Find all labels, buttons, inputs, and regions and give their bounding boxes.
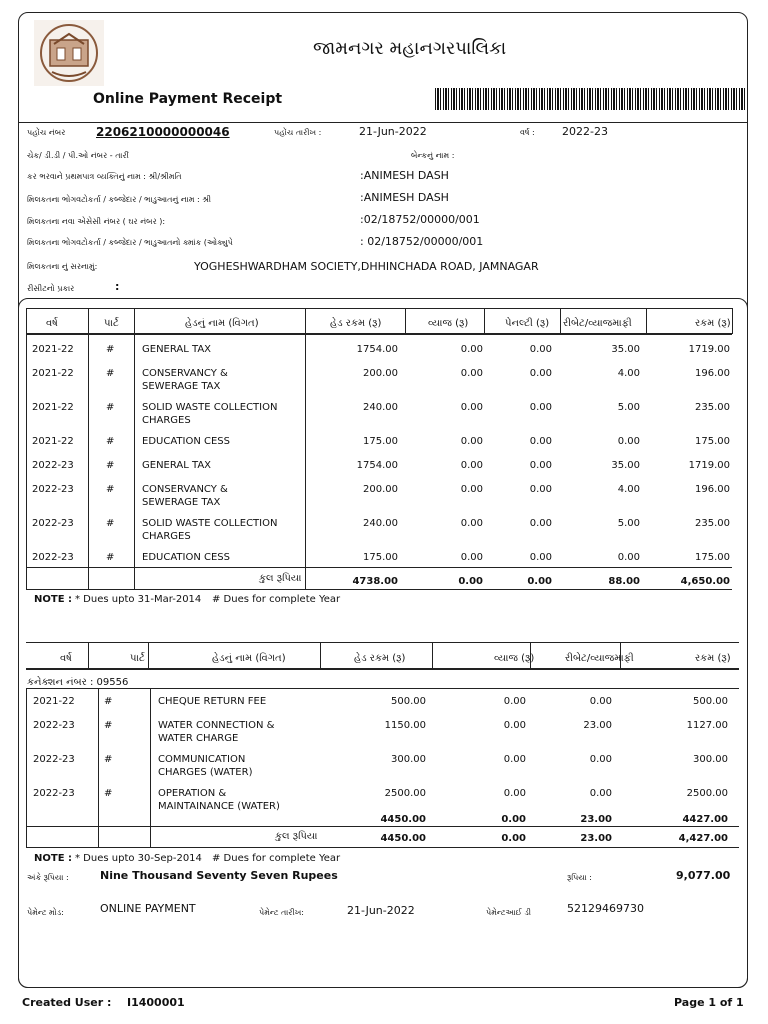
t1-cell-interest: 0.00 <box>460 402 483 413</box>
t2-cell-part: # <box>104 788 113 799</box>
t1-cell-interest: 0.00 <box>460 344 483 355</box>
t1-cell-interest: 0.00 <box>460 436 483 447</box>
t1-cell-net: 196.00 <box>695 368 730 379</box>
t1-cell-rebate: 35.00 <box>611 460 640 471</box>
t1-cell-head: SOLID WASTE COLLECTION <box>142 518 278 529</box>
t2-cell-amount: 1150.00 <box>384 720 426 731</box>
t1-note2: # Dues for complete Year <box>212 594 341 605</box>
t1-cell-part: # <box>106 344 115 355</box>
occupier-no: : 02/18752/00000/001 <box>360 235 484 248</box>
t2-vline <box>148 642 149 668</box>
t2-cell-amount: 500.00 <box>391 696 426 707</box>
t2-cell-interest: 0.00 <box>503 720 526 731</box>
payment-mode-label: પેમેન્ટ મોડ: <box>27 908 64 917</box>
t2-note1: * Dues upto 30-Sep-2014 <box>75 853 202 864</box>
t2-note-label: NOTE : <box>34 853 73 864</box>
property-no-label: મિલકતના નવા એસેસી નંબર ( ઘર નંબર ): <box>27 217 166 226</box>
t1-cell-net: 1719.00 <box>688 344 730 355</box>
t1-cell-year: 2022-23 <box>32 460 74 471</box>
t2-subtotal-rebate: 23.00 <box>580 814 612 825</box>
t2-cell-rebate: 0.00 <box>589 754 612 765</box>
payment-id-label: પેમેન્ટઆઈ ડી <box>486 908 532 917</box>
t1-cell-rebate: 35.00 <box>611 344 640 355</box>
t1-cell-penalty: 0.00 <box>529 484 552 495</box>
t2-header-year: વર્ષ <box>60 653 72 664</box>
t1-header-part: પાર્ટ <box>104 318 119 329</box>
t2-total-amount: 4450.00 <box>380 833 426 844</box>
created-user-label: Created User : <box>22 996 112 1009</box>
cheque-label: ચેક/ ડી.ડી / પી.ઓ નંબર - તારીં <box>27 151 129 160</box>
t1-cell-year: 2021-22 <box>32 344 74 355</box>
t2-cell-rebate: 23.00 <box>583 720 612 731</box>
receipt-date-label: પહોંચ તારીખ : <box>274 128 322 137</box>
t1-top-border <box>26 308 732 309</box>
t2-cell-rebate: 0.00 <box>589 788 612 799</box>
year-value: 2022-23 <box>562 125 608 138</box>
t1-note1: * Dues upto 31-Mar-2014 <box>75 594 202 605</box>
t2-cell-net: 1127.00 <box>686 720 728 731</box>
t2-total-net: 4,427.00 <box>678 833 728 844</box>
t1-total-interest: 0.00 <box>458 576 483 587</box>
t1-cell-penalty: 0.00 <box>529 552 552 563</box>
t1-cell-net: 1719.00 <box>688 460 730 471</box>
t2-cell-head: WATER CONNECTION & <box>158 720 275 731</box>
t1-cell-rebate: 0.00 <box>617 552 640 563</box>
t1-cell-year: 2022-23 <box>32 518 74 529</box>
t2-total-label: કુલ રૂપિયા <box>275 831 318 842</box>
t1-cell-amount: 200.00 <box>363 484 398 495</box>
t2-cell-year: 2021-22 <box>33 696 75 707</box>
t1-cell-head: GENERAL TAX <box>142 460 212 471</box>
t2-total-top <box>26 826 739 827</box>
address-label: મિલકતના નું સરનામું: <box>27 262 98 271</box>
t2-cell-year: 2022-23 <box>33 754 75 765</box>
t2-header-part: પાર્ટ <box>130 653 145 664</box>
t1-header-border <box>26 333 732 335</box>
year-label: વર્ષ : <box>520 128 535 137</box>
barcode <box>435 88 746 110</box>
t1-cell-interest: 0.00 <box>460 460 483 471</box>
t1-header-amount: હેડ રકમ (રૂ) <box>330 318 382 329</box>
t2-cell-amount: 2500.00 <box>384 788 426 799</box>
t1-total-penalty: 0.00 <box>527 576 552 587</box>
t1-cell-part: # <box>106 484 115 495</box>
t2-cell-net: 500.00 <box>693 696 728 707</box>
t1-vline <box>484 308 485 334</box>
t1-vline <box>134 308 135 589</box>
t1-cell-head-line2: SEWERAGE TAX <box>142 497 221 508</box>
t1-cell-part: # <box>106 368 115 379</box>
t1-cell-head: EDUCATION CESS <box>142 436 230 447</box>
t2-cell-head: COMMUNICATION <box>158 754 246 765</box>
t1-cell-penalty: 0.00 <box>529 518 552 529</box>
t1-total-top <box>26 567 732 568</box>
payer-name: :ANIMESH DASH <box>360 169 449 182</box>
t2-cell-year: 2022-23 <box>33 788 75 799</box>
org-name: જામનગર મહાનગરપાલિકા <box>313 38 507 59</box>
t1-cell-net: 235.00 <box>695 518 730 529</box>
page-number: Page 1 of 1 <box>674 996 744 1009</box>
t2-cell-head: OPERATION & <box>158 788 227 799</box>
payer-label: કર ભરવાને પ્રથમપાત્ર વ્યક્તિનું નામ : શ્રી/શ્રીમતિ <box>27 172 182 181</box>
t2-header-interest: વ્યાજ (રૂ) <box>494 653 535 664</box>
t1-cell-year: 2022-23 <box>32 552 74 563</box>
t2-total-rebate: 23.00 <box>580 833 612 844</box>
t1-cell-amount: 1754.00 <box>356 460 398 471</box>
t2-cell-head-line2: CHARGES (WATER) <box>158 767 253 778</box>
payment-date: 21-Jun-2022 <box>347 904 415 917</box>
t1-cell-penalty: 0.00 <box>529 344 552 355</box>
t1-cell-net: 175.00 <box>695 552 730 563</box>
total-amount: 9,077.00 <box>676 869 731 882</box>
t1-cell-head: CONSERVANCY & <box>142 368 228 379</box>
receipt-no: 2206210000000046 <box>96 125 230 139</box>
t1-cell-amount: 240.00 <box>363 518 398 529</box>
t2-vline <box>98 688 99 847</box>
t2-cell-part: # <box>104 696 113 707</box>
payment-date-label: પેમેન્ટ તારીખ: <box>259 908 305 917</box>
t2-cell-part: # <box>104 754 113 765</box>
t1-cell-penalty: 0.00 <box>529 368 552 379</box>
t2-cell-head: CHEQUE RETURN FEE <box>158 696 267 707</box>
t2-cell-interest: 0.00 <box>503 754 526 765</box>
receipt-date: 21-Jun-2022 <box>359 125 427 138</box>
t1-cell-penalty: 0.00 <box>529 436 552 447</box>
t2-header-head: હેડનું નામ (વિગત) <box>212 653 286 664</box>
t1-header-interest: વ્યાજ (રૂ) <box>428 318 469 329</box>
t2-cell-year: 2022-23 <box>33 720 75 731</box>
t2-subtotal-amount: 4450.00 <box>380 814 426 825</box>
t2-vline <box>432 642 433 668</box>
t1-vline <box>732 308 733 334</box>
t2-vline <box>26 688 27 847</box>
t2-cell-interest: 0.00 <box>503 696 526 707</box>
payment-id: 52129469730 <box>567 902 644 915</box>
t2-cell-net: 300.00 <box>693 754 728 765</box>
t2-header-amount: હેડ રકમ (રૂ) <box>354 653 406 664</box>
t1-vline <box>88 308 89 589</box>
t2-connection-no: કનેક્શન નંબર : 09556 <box>27 677 129 688</box>
t2-total-interest: 0.00 <box>501 833 526 844</box>
t2-cell-rebate: 0.00 <box>589 696 612 707</box>
t2-vline <box>320 642 321 668</box>
t1-header-penalty: પેનલ્ટી (રૂ) <box>505 318 550 329</box>
t2-connection-divider <box>26 688 739 689</box>
t1-total-bottom <box>26 589 732 590</box>
receipt-no-label: પહોંચ નંબર <box>27 128 66 137</box>
t1-vline <box>646 308 647 334</box>
t1-total-rebate: 88.00 <box>608 576 640 587</box>
t1-cell-penalty: 0.00 <box>529 402 552 413</box>
t1-header-rebate: રીબેટ/વ્યાજમાફી <box>563 318 632 329</box>
t1-cell-amount: 175.00 <box>363 552 398 563</box>
t1-header-head: હેડનું નામ (વિગત) <box>185 318 259 329</box>
t2-cell-interest: 0.00 <box>503 788 526 799</box>
words-label: અંકે રૂપિયા : <box>27 873 69 882</box>
t2-top-border <box>26 642 739 643</box>
t1-cell-part: # <box>106 436 115 447</box>
owner-label: મિલકતના ભોગવટોકર્તા / કબ્જેદાર / ભાડુઆતનું નામ : શ્રી <box>27 195 212 204</box>
t2-cell-amount: 300.00 <box>391 754 426 765</box>
t1-cell-rebate: 0.00 <box>617 436 640 447</box>
t2-cell-head-line2: WATER CHARGE <box>158 733 239 744</box>
t1-vline <box>26 308 27 589</box>
t1-header-total: રકમ (રૂ) <box>695 318 731 329</box>
t1-cell-interest: 0.00 <box>460 368 483 379</box>
t1-cell-rebate: 4.00 <box>617 368 640 379</box>
t1-cell-amount: 200.00 <box>363 368 398 379</box>
t2-header-rebate: રીબેટ/વ્યાજમાફી <box>565 653 634 664</box>
t1-note-label: NOTE : <box>34 594 73 605</box>
t1-cell-part: # <box>106 402 115 413</box>
receipt-type: : <box>115 280 120 293</box>
t1-cell-year: 2021-22 <box>32 368 74 379</box>
t1-cell-head: CONSERVANCY & <box>142 484 228 495</box>
t2-header-border <box>26 668 739 670</box>
address-value: YOGHESHWARDHAM SOCIETY,DHHINCHADA ROAD, JAMNAGAR <box>194 260 539 273</box>
t2-subtotal-net: 4427.00 <box>682 814 728 825</box>
t1-cell-amount: 1754.00 <box>356 344 398 355</box>
t2-subtotal-interest: 0.00 <box>501 814 526 825</box>
payment-mode: ONLINE PAYMENT <box>100 902 196 915</box>
t1-total-label: કુલ રૂપિયા <box>259 573 302 584</box>
t1-total-amount: 4738.00 <box>352 576 398 587</box>
t1-cell-net: 235.00 <box>695 402 730 413</box>
t1-cell-interest: 0.00 <box>460 484 483 495</box>
t1-cell-head-line2: SEWERAGE TAX <box>142 381 221 392</box>
created-user: I1400001 <box>127 996 185 1009</box>
t1-cell-year: 2021-22 <box>32 436 74 447</box>
t1-cell-net: 175.00 <box>695 436 730 447</box>
bank-label: બેન્કનું નામ : <box>411 151 455 160</box>
t1-cell-net: 196.00 <box>695 484 730 495</box>
t1-cell-rebate: 4.00 <box>617 484 640 495</box>
t1-cell-penalty: 0.00 <box>529 460 552 471</box>
occupier-label: મિલકતના ભોગવટોકર્તા / કબ્જેદાર / ભાડુઆતનો ક્માંક (ઓક્યુપે <box>27 238 233 247</box>
t2-cell-net: 2500.00 <box>686 788 728 799</box>
t1-cell-head: SOLID WASTE COLLECTION <box>142 402 278 413</box>
t1-cell-rebate: 5.00 <box>617 402 640 413</box>
t1-header-year: વર્ષ <box>46 318 58 329</box>
t1-cell-year: 2022-23 <box>32 484 74 495</box>
receipt-type-label: રીસીટનો પ્રકાર <box>27 284 75 293</box>
t1-cell-year: 2021-22 <box>32 402 74 413</box>
t2-vline <box>88 642 89 668</box>
header-divider <box>18 122 748 123</box>
t1-cell-head-line2: CHARGES <box>142 531 191 542</box>
t1-cell-head: GENERAL TAX <box>142 344 212 355</box>
t2-total-bottom <box>26 847 739 848</box>
t1-cell-part: # <box>106 460 115 471</box>
t2-cell-part: # <box>104 720 113 731</box>
t1-cell-rebate: 5.00 <box>617 518 640 529</box>
amount-label: રૂપિયા : <box>567 873 593 882</box>
t1-cell-part: # <box>106 518 115 529</box>
t2-note2: # Dues for complete Year <box>212 853 341 864</box>
t2-header-total: રકમ (રૂ) <box>695 653 731 664</box>
municipal-logo <box>34 20 104 86</box>
receipt-title: Online Payment Receipt <box>93 91 283 107</box>
t1-cell-part: # <box>106 552 115 563</box>
t2-vline <box>150 688 151 847</box>
t1-cell-head-line2: CHARGES <box>142 415 191 426</box>
t1-cell-head: EDUCATION CESS <box>142 552 230 563</box>
t1-cell-amount: 240.00 <box>363 402 398 413</box>
t1-cell-interest: 0.00 <box>460 518 483 529</box>
t1-vline <box>560 308 561 334</box>
t1-cell-amount: 175.00 <box>363 436 398 447</box>
owner-name: :ANIMESH DASH <box>360 191 449 204</box>
amount-in-words: Nine Thousand Seventy Seven Rupees <box>100 869 338 882</box>
t2-cell-head-line2: MAINTAINANCE (WATER) <box>158 801 280 812</box>
t1-total-net: 4,650.00 <box>680 576 730 587</box>
property-no: :02/18752/00000/001 <box>360 213 480 226</box>
t1-vline <box>405 308 406 334</box>
t1-cell-interest: 0.00 <box>460 552 483 563</box>
